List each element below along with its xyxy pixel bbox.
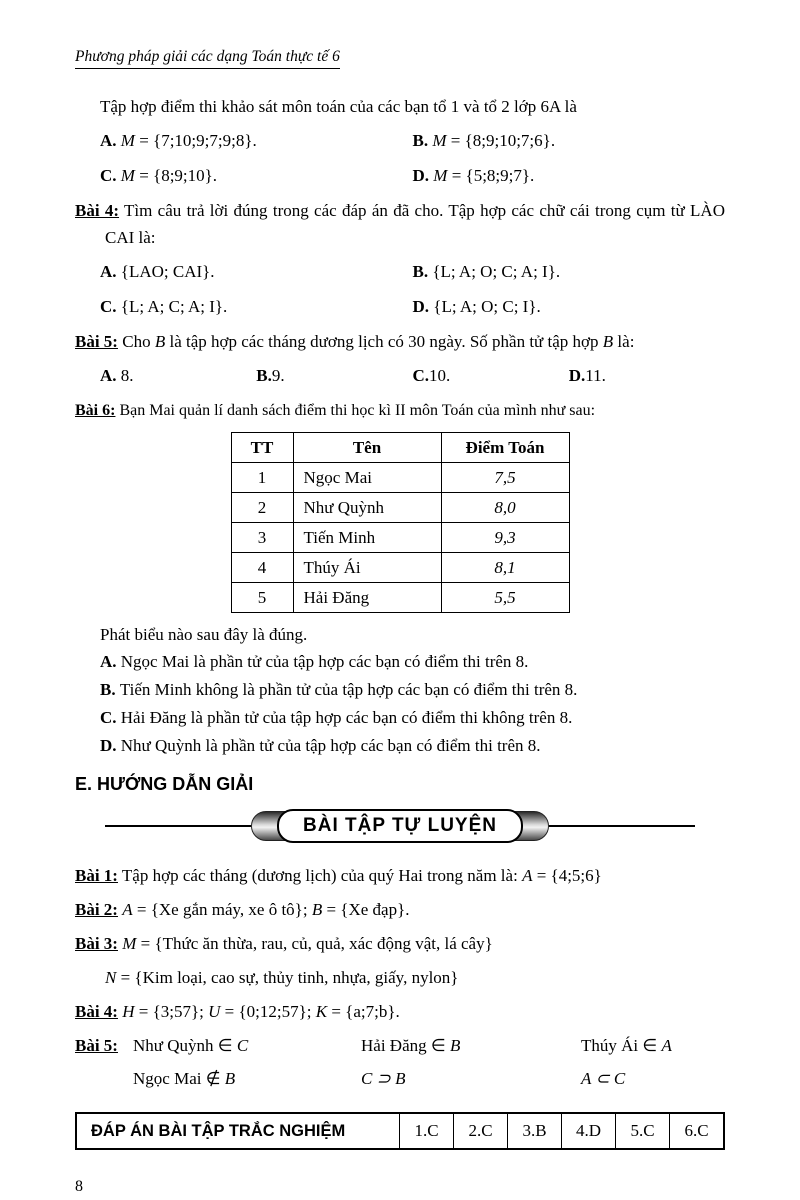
math-var: M bbox=[433, 166, 448, 185]
option-a bbox=[100, 362, 256, 390]
table-cell: 8,1 bbox=[441, 553, 569, 583]
option-text: Như Quỳnh là phần tử của tập hợp các bạn có điểm thi trên 8. bbox=[120, 736, 541, 755]
option-b bbox=[413, 127, 726, 155]
table-cell: Hải Đăng bbox=[293, 583, 441, 613]
answer-text: Hải Đăng ∈ bbox=[361, 1036, 450, 1055]
membership-statement bbox=[581, 1064, 725, 1094]
table-cell: 7,5 bbox=[441, 463, 569, 493]
membership-statement bbox=[133, 1031, 361, 1061]
banner-title: BÀI TẬP TỰ LUYỆN bbox=[277, 809, 523, 843]
section-heading: E. HƯỚNG DẪN GIẢI bbox=[75, 774, 254, 794]
answer-text: = {Xe đạp}. bbox=[322, 900, 410, 919]
membership-statement bbox=[361, 1031, 581, 1061]
bai5-answer-row1 bbox=[75, 1031, 725, 1061]
option-label: D. bbox=[568, 366, 586, 385]
membership-statement bbox=[361, 1064, 581, 1094]
math-var: K bbox=[315, 1002, 328, 1021]
banner-line-right bbox=[549, 825, 695, 828]
math-var: C ⊃ B bbox=[361, 1069, 406, 1088]
option-label: A. bbox=[100, 652, 121, 671]
bai5-text-pre: Cho bbox=[117, 332, 155, 351]
answer-text: = {4;5;6} bbox=[532, 866, 602, 885]
answer-text: Như Quỳnh ∈ bbox=[133, 1036, 237, 1055]
math-var: B bbox=[602, 332, 614, 351]
table-cell: 9,3 bbox=[441, 523, 569, 553]
bai4-text: Tìm câu trả lời đúng trong các đáp án đã cho. Tập hợp các chữ cái trong cụm từ LÀO CAI là: bbox=[105, 201, 725, 247]
option-text: 11. bbox=[585, 366, 606, 385]
answer-text: = {Kim loại, cao sự, thủy tinh, nhựa, giấy, nylon} bbox=[116, 968, 459, 987]
bai6-option-b bbox=[75, 676, 725, 704]
bai2-label: Bài 2: bbox=[75, 900, 118, 919]
answer-key-label: ĐÁP ÁN BÀI TẬP TRẮC NGHIỆM bbox=[91, 1121, 346, 1140]
answer-text: = {0;12;57}; bbox=[220, 1002, 316, 1021]
bai5-label: Bài 5: bbox=[75, 1036, 118, 1055]
math-var: B bbox=[449, 1036, 461, 1055]
math-var: B bbox=[224, 1069, 236, 1088]
table-row bbox=[231, 583, 569, 613]
answer-key-cell: 2.C bbox=[453, 1114, 507, 1148]
math-var: H bbox=[122, 1002, 135, 1021]
table-row bbox=[231, 553, 569, 583]
answer-text: = {a;7;b}. bbox=[327, 1002, 400, 1021]
option-c bbox=[413, 362, 569, 390]
option-label: A. bbox=[100, 366, 121, 385]
option-a bbox=[100, 127, 413, 155]
bai6-text: Bạn Mai quản lí danh sách điểm thi học kì II môn Toán của mình như sau: bbox=[115, 402, 596, 419]
answer-text: Thúy Ái ∈ bbox=[581, 1036, 662, 1055]
option-a bbox=[100, 258, 413, 286]
bai6-option-a bbox=[75, 648, 725, 676]
bai5-text-mid: là tập hợp các tháng dương lịch có 30 ngày. Số phần tử tập hợp bbox=[165, 332, 603, 351]
math-var: A ⊂ C bbox=[581, 1069, 626, 1088]
bai3-label: Bài 3: bbox=[75, 934, 118, 953]
q3-options-row-1 bbox=[100, 127, 725, 155]
table-cell: Như Quỳnh bbox=[293, 493, 441, 523]
table-cell: 8,0 bbox=[441, 493, 569, 523]
column-header-name: Tên bbox=[293, 433, 441, 463]
option-label: C. bbox=[100, 708, 121, 727]
bai4-question bbox=[75, 197, 725, 251]
option-label: C. bbox=[100, 166, 121, 185]
answer-key-cell: 6.C bbox=[669, 1114, 723, 1148]
answer-key-cell: 1.C bbox=[399, 1114, 453, 1148]
option-c bbox=[100, 162, 413, 190]
practice-banner bbox=[105, 809, 695, 843]
q3-intro: Tập hợp điểm thi khảo sát môn toán của các bạn tổ 1 và tổ 2 lớp 6A là bbox=[100, 97, 577, 116]
table-cell: 1 bbox=[231, 463, 293, 493]
option-label: D. bbox=[412, 166, 434, 185]
running-header: Phương pháp giải các dạng Toán thực tế 6 bbox=[75, 48, 340, 69]
column-header-tt: TT bbox=[231, 433, 293, 463]
table-row bbox=[231, 463, 569, 493]
math-var: M bbox=[432, 131, 447, 150]
table-cell: 5,5 bbox=[441, 583, 569, 613]
bai1-answer bbox=[75, 861, 725, 891]
option-label: B. bbox=[412, 262, 433, 281]
option-text: = {7;10;9;7;9;8}. bbox=[134, 131, 257, 150]
table-row bbox=[231, 493, 569, 523]
answer-key-cell: 3.B bbox=[507, 1114, 561, 1148]
option-text: {LAO; CAI}. bbox=[120, 262, 215, 281]
option-text: 10. bbox=[429, 366, 451, 385]
table-cell: Tiến Minh bbox=[293, 523, 441, 553]
spacer bbox=[75, 1064, 133, 1094]
answer-key-cell: 5.C bbox=[615, 1114, 669, 1148]
banner-line-left bbox=[105, 825, 251, 828]
option-label: C. bbox=[412, 366, 430, 385]
option-text: Tiến Minh không là phần tử của tập hợp các bạn có điểm thi trên 8. bbox=[119, 680, 578, 699]
bai3-answer-line1 bbox=[75, 929, 725, 959]
column-header-score: Điểm Toán bbox=[441, 433, 569, 463]
option-text: {L; A; C; A; I}. bbox=[120, 297, 228, 316]
bai3-answer-line2 bbox=[75, 963, 725, 993]
math-var: A bbox=[522, 866, 533, 885]
option-d bbox=[569, 362, 725, 390]
math-var: M bbox=[122, 934, 137, 953]
option-c bbox=[100, 293, 413, 321]
bai5-answer-row2 bbox=[75, 1064, 725, 1094]
bai5-question bbox=[75, 328, 725, 355]
bai5-options-row bbox=[100, 362, 725, 390]
table-cell: 4 bbox=[231, 553, 293, 583]
bai1-label: Bài 1: bbox=[75, 866, 118, 885]
bai4-options-row-1 bbox=[100, 258, 725, 286]
bai5-label: Bài 5: bbox=[75, 332, 118, 351]
option-d bbox=[413, 293, 726, 321]
bai4-answer bbox=[75, 997, 725, 1027]
table-cell: 2 bbox=[231, 493, 293, 523]
option-text: 9. bbox=[271, 366, 285, 385]
option-text: = {8;9;10;7;6}. bbox=[446, 131, 556, 150]
bai4-label: Bài 4: bbox=[75, 1002, 118, 1021]
option-label: B. bbox=[256, 366, 272, 385]
answer-text: Tập hợp các tháng (dương lịch) của quý Hai trong năm là: bbox=[117, 866, 523, 885]
membership-statement bbox=[581, 1031, 725, 1061]
option-text: Hải Đăng là phần tử của tập hợp các bạn có điểm thi không trên 8. bbox=[120, 708, 573, 727]
option-text: = {5;8;9;7}. bbox=[447, 166, 535, 185]
bai4-label: Bài 4: bbox=[75, 201, 120, 220]
table-cell: Thúy Ái bbox=[293, 553, 441, 583]
math-var: M bbox=[120, 131, 135, 150]
membership-statement bbox=[133, 1064, 361, 1094]
bai6-option-c bbox=[75, 704, 725, 732]
option-label: A. bbox=[100, 131, 121, 150]
bai6-option-d bbox=[75, 732, 725, 760]
option-d bbox=[413, 162, 726, 190]
answer-text: = {Thức ăn thừa, rau, củ, quả, xác động vật, lá cây} bbox=[136, 934, 493, 953]
bai2-answer bbox=[75, 895, 725, 925]
option-b bbox=[413, 258, 726, 286]
table-cell: Ngọc Mai bbox=[293, 463, 441, 493]
table-cell: 3 bbox=[231, 523, 293, 553]
bai6-label: Bài 6: bbox=[75, 402, 116, 419]
bai5-text-end: là: bbox=[613, 332, 635, 351]
table-row bbox=[231, 523, 569, 553]
table-header-row bbox=[231, 433, 569, 463]
option-b bbox=[256, 362, 412, 390]
answer-text: = {Xe gắn máy, xe ô tô}; bbox=[132, 900, 312, 919]
bai6-statement: Phát biểu nào sau đây là đúng. bbox=[100, 625, 308, 644]
option-text: {L; A; O; C; I}. bbox=[433, 297, 541, 316]
math-var: A bbox=[122, 900, 133, 919]
math-var: B bbox=[154, 332, 166, 351]
page-number: 8 bbox=[75, 1178, 83, 1195]
answer-key-cell: 4.D bbox=[561, 1114, 615, 1148]
option-label: B. bbox=[100, 680, 120, 699]
answer-text: = {3;57}; bbox=[134, 1002, 209, 1021]
math-var: M bbox=[120, 166, 135, 185]
option-label: B. bbox=[412, 131, 433, 150]
table-cell: 5 bbox=[231, 583, 293, 613]
option-text: Ngọc Mai là phần tử của tập hợp các bạn có điểm thi trên 8. bbox=[120, 652, 529, 671]
option-label: D. bbox=[412, 297, 434, 316]
option-label: D. bbox=[100, 736, 121, 755]
q3-options-row-2 bbox=[100, 162, 725, 190]
option-text: = {8;9;10}. bbox=[134, 166, 218, 185]
math-var: U bbox=[208, 1002, 221, 1021]
answer-text: Ngọc Mai ∉ bbox=[133, 1069, 225, 1088]
option-label: A. bbox=[100, 262, 121, 281]
option-text: 8. bbox=[120, 366, 134, 385]
bai4-options-row-2 bbox=[100, 293, 725, 321]
option-label: C. bbox=[100, 297, 121, 316]
bai6-question bbox=[75, 397, 725, 424]
math-var: N bbox=[105, 968, 117, 987]
option-text: {L; A; O; C; A; I}. bbox=[432, 262, 561, 281]
answer-key-table bbox=[75, 1112, 725, 1150]
math-var: B bbox=[311, 900, 323, 919]
score-table bbox=[231, 432, 570, 613]
math-var: A bbox=[661, 1036, 672, 1055]
math-var: C bbox=[236, 1036, 249, 1055]
